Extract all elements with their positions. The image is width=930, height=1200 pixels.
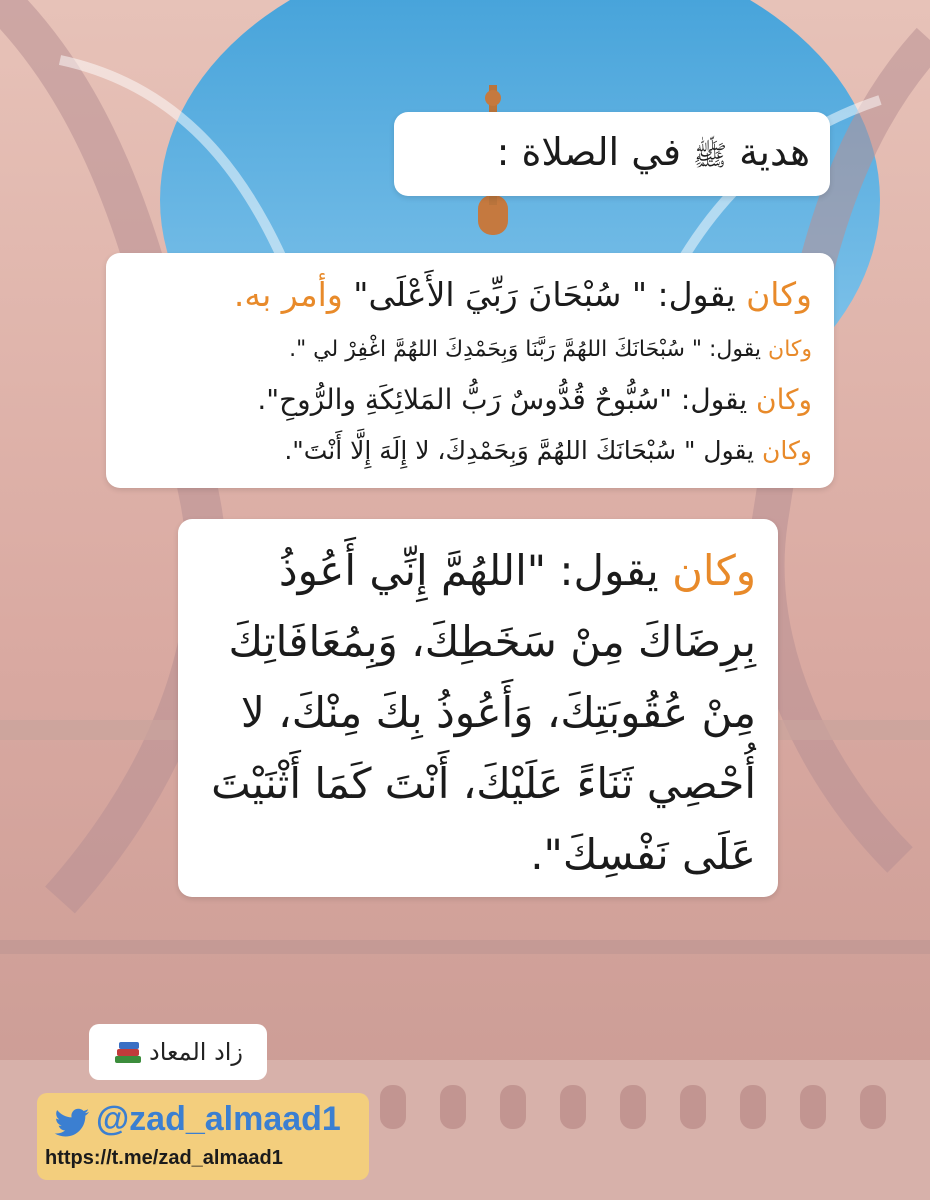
twitter-handle-link[interactable]: @zad_almaad1: [96, 1100, 341, 1138]
narrations-card: [106, 253, 834, 488]
title-card: [394, 112, 830, 196]
signature-text: زاد المعاد: [149, 1038, 244, 1066]
narration-text: يقول " سُبْحَانَكَ اللهُمَّ وَبِحَمْدِكَ، لا إِلَهَ إِلَّا أَنْتَ".: [284, 436, 755, 465]
narration-text: يقول: "سُبُّوحٌ قُدُّوسٌ رَبُّ المَلائِكَةِ والرُّوحِ".: [257, 383, 748, 416]
narration-lead: وكان: [762, 436, 812, 465]
narration-3: [257, 383, 812, 416]
narration-text: يقول: " سُبْحَانَكَ اللهُمَّ رَبَّنَا وَبِحَمْدِكَ اللهُمَّ اغْفِرْ لي ".: [289, 337, 762, 362]
books-icon: [113, 1038, 143, 1066]
dua-lead: وكان: [672, 546, 756, 595]
salla-symbol: ﷺ: [693, 139, 727, 172]
twitter-bird-icon: [54, 1108, 90, 1138]
narration-lead: وكان: [768, 337, 812, 362]
dua-text: [194, 535, 756, 890]
signature-label: [89, 1024, 267, 1080]
title-prefix: هدية: [739, 130, 810, 174]
narration-tail: وأمر به.: [233, 275, 343, 314]
narration-4: [284, 436, 812, 465]
narration-1: [234, 275, 812, 314]
dua-card: [178, 519, 778, 897]
narration-2: [289, 337, 812, 362]
narration-text: يقول: " سُبْحَانَ رَبِّيَ الأَعْلَى": [353, 275, 736, 314]
telegram-url-link[interactable]: https://t.me/zad_almaad1: [45, 1147, 283, 1169]
narration-lead: وكان: [756, 383, 812, 416]
title-suffix: في الصلاة :: [496, 130, 682, 174]
dua-body: يقول: "اللهُمَّ إِنِّي أَعُوذُ بِرِضَاكَ مِنْ سَخَطِكَ، وَبِمُعَافَاتِكَ مِنْ عُقُوبَتِكَ، وَأَعُوذُ بِكَ مِنْكَ، لا أُحْصِي ثَنَاءً عَلَيْكَ، أَنْتَ كَمَا أَثْنَيْتَ عَلَى نَفْسِكَ".: [211, 546, 756, 879]
page-title: [497, 130, 810, 178]
narration-lead: وكان: [746, 275, 812, 314]
